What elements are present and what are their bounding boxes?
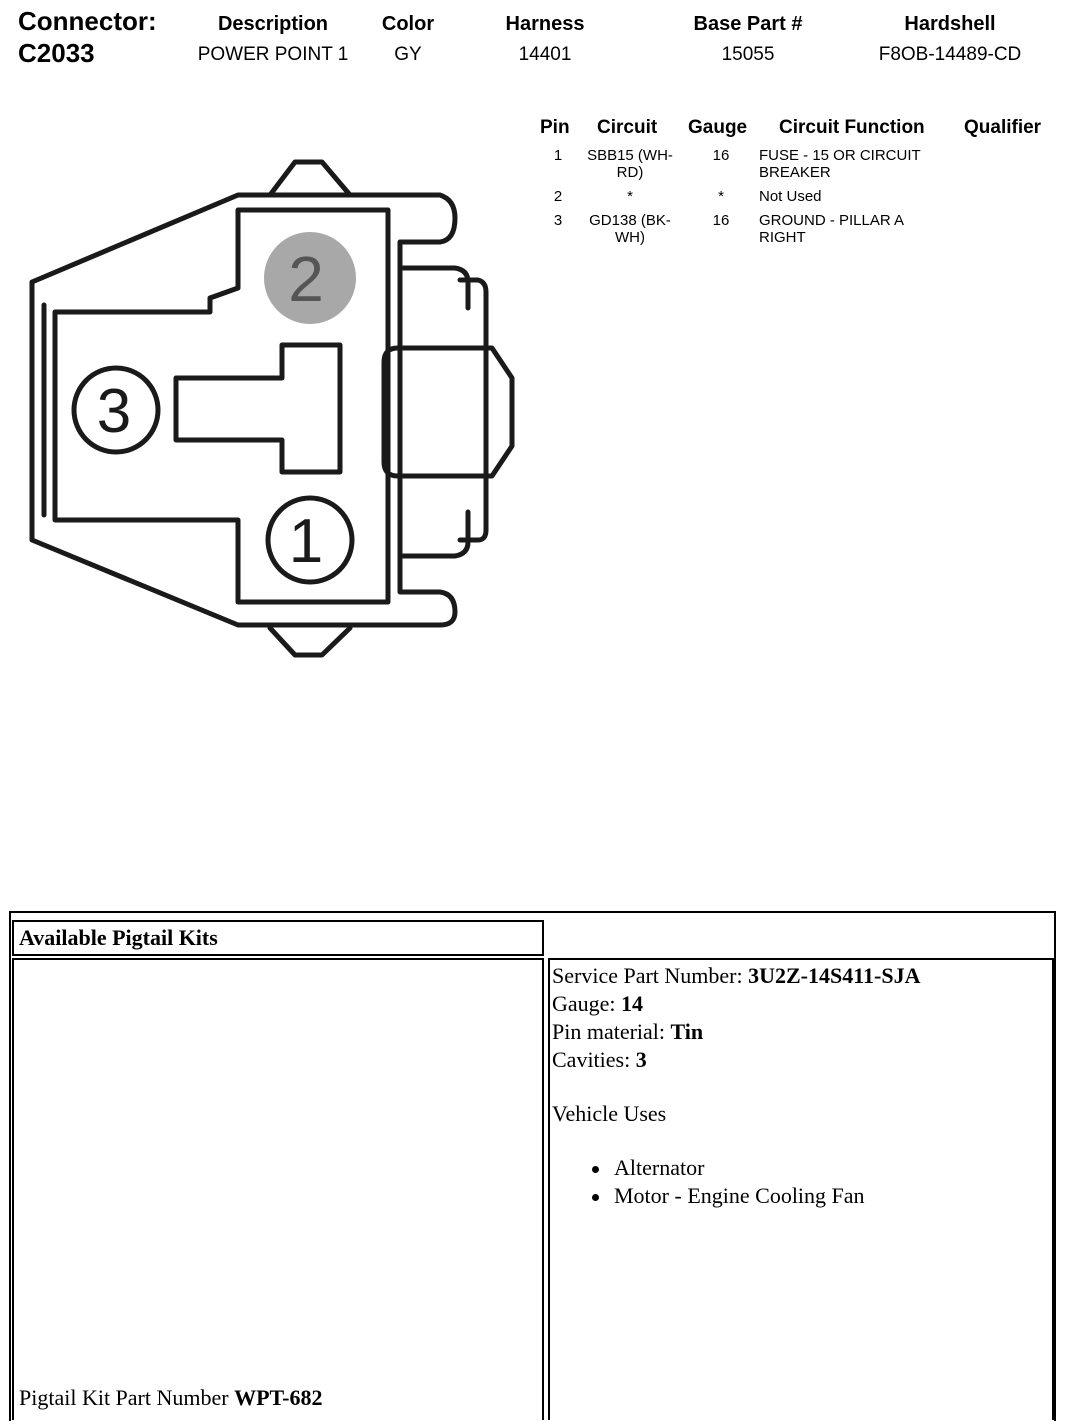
base-part-value: 15055 bbox=[721, 44, 775, 65]
connector-face-diagram bbox=[0, 140, 540, 670]
cavities-line bbox=[552, 1046, 920, 1074]
vehicle-uses-list bbox=[552, 1154, 920, 1210]
pin-number: 2 bbox=[553, 188, 563, 205]
circuit-line-1: SBB15 (WH- bbox=[587, 147, 673, 164]
top-latch bbox=[270, 162, 350, 195]
vehicle-uses-label: Vehicle Uses bbox=[552, 1101, 667, 1126]
list-item: Alternator bbox=[552, 1154, 920, 1182]
gauge-value: 14 bbox=[621, 991, 644, 1016]
pin-material-label: Pin material: bbox=[552, 1019, 671, 1044]
circuit-line-1: * bbox=[627, 188, 633, 205]
service-part-label: Service Part Number: bbox=[552, 963, 749, 988]
circuit-line-1: GD138 (BK- bbox=[589, 212, 671, 229]
gauge-value: * bbox=[718, 188, 724, 205]
pin-1-cavity bbox=[268, 498, 352, 582]
gauge-value: 16 bbox=[712, 212, 730, 229]
hardshell-label: Hardshell bbox=[904, 13, 996, 35]
pigtail-image-cell bbox=[12, 958, 544, 1420]
circuit-line-2: RD) bbox=[616, 164, 644, 181]
function-line-1: FUSE - 15 OR CIRCUIT bbox=[759, 147, 921, 164]
base-part-label: Base Part # bbox=[693, 13, 803, 35]
harness-value: 14401 bbox=[518, 44, 572, 65]
hardshell-value: F8OB-14489-CD bbox=[878, 44, 1022, 65]
circuit-function-header: Circuit Function bbox=[779, 117, 925, 138]
pin-1-number: 1 bbox=[288, 507, 324, 576]
cavities-label: Cavities: bbox=[552, 1047, 636, 1072]
kit-part-value[interactable]: WPT-682 bbox=[234, 1385, 323, 1410]
pin-material-value: Tin bbox=[670, 1019, 704, 1044]
description-label: Description bbox=[217, 13, 329, 35]
description-value: POWER POINT 1 bbox=[197, 44, 349, 65]
connector-label: Connector: bbox=[18, 6, 157, 36]
function-line-2: RIGHT bbox=[759, 229, 806, 246]
pigtail-kits-title: Available Pigtail Kits bbox=[19, 925, 218, 950]
function-line-2: BREAKER bbox=[759, 164, 831, 181]
right-latch-rail bbox=[460, 280, 486, 540]
pin-number: 1 bbox=[553, 147, 563, 164]
bottom-latch bbox=[270, 628, 350, 655]
gauge-line bbox=[552, 990, 920, 1018]
service-part-value: 3U2Z-14S411-SJA bbox=[748, 963, 921, 988]
harness-label: Harness bbox=[505, 13, 585, 35]
right-tab-lower bbox=[400, 512, 468, 556]
circuit-header: Circuit bbox=[597, 117, 658, 138]
right-lock bbox=[384, 348, 512, 476]
gauge-value: 16 bbox=[712, 147, 730, 164]
pigtail-details-cell bbox=[548, 958, 1054, 1420]
kit-part-label: Pigtail Kit Part Number bbox=[19, 1385, 235, 1410]
pigtail-kit-part-number bbox=[19, 1384, 323, 1412]
function-line-1: GROUND - PILLAR A bbox=[759, 212, 905, 229]
list-item: Motor - Engine Cooling Fan bbox=[552, 1182, 920, 1210]
function-line-1: Not Used bbox=[759, 188, 822, 205]
pin-3-number: 3 bbox=[96, 377, 132, 446]
pin-header: Pin bbox=[540, 117, 570, 138]
service-part-number bbox=[552, 962, 920, 990]
gauge-label: Gauge: bbox=[552, 991, 622, 1016]
connector-id: C2033 bbox=[18, 38, 95, 68]
color-label: Color bbox=[381, 13, 435, 35]
pin-2-number: 2 bbox=[288, 243, 324, 315]
right-tab-upper bbox=[400, 268, 468, 308]
pin-number: 3 bbox=[553, 212, 563, 229]
circuit-line-2: WH) bbox=[615, 229, 645, 246]
qualifier-header: Qualifier bbox=[964, 117, 1042, 138]
color-value: GY bbox=[394, 44, 422, 65]
pigtail-title-cell bbox=[12, 920, 544, 956]
gauge-header: Gauge bbox=[688, 117, 748, 138]
pin-material-line bbox=[552, 1018, 920, 1046]
center-key bbox=[176, 345, 340, 472]
cavities-value: 3 bbox=[635, 1047, 647, 1072]
pin-2-cavity bbox=[264, 232, 356, 324]
pin-3-cavity bbox=[74, 368, 158, 452]
